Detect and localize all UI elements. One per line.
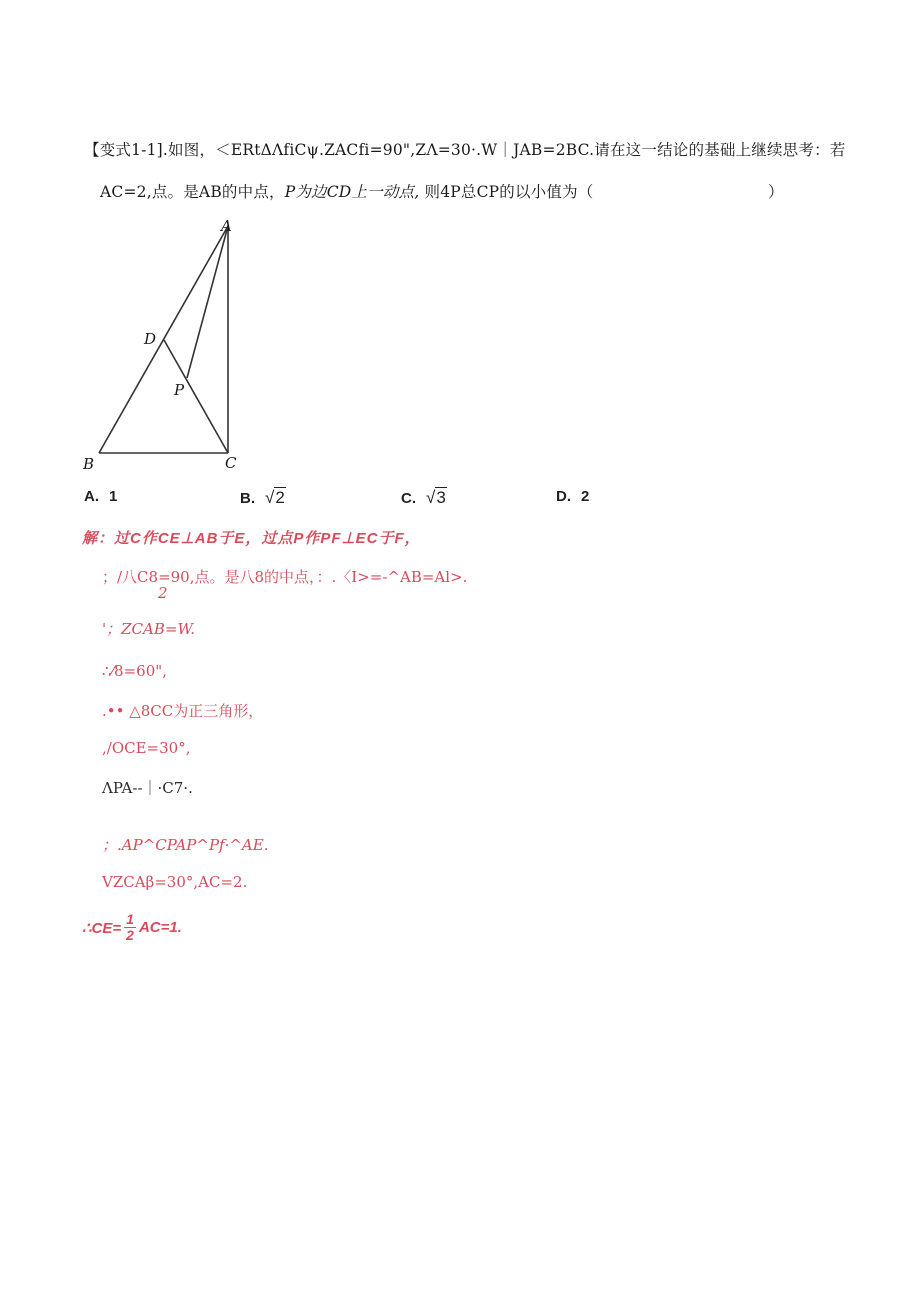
triangle-figure: [78, 212, 268, 474]
option-b-sqrt: [265, 488, 286, 508]
solution-step-6: ΛPA--｜·C7·.: [102, 779, 193, 797]
solution-step-3: ∴⁄8=60",: [102, 662, 167, 680]
option-a-letter: A.: [84, 488, 99, 505]
option-d: [556, 488, 589, 505]
option-c-letter: C.: [401, 490, 416, 507]
sqrt-symbol-c: √: [426, 488, 436, 507]
option-d-letter: D.: [556, 488, 571, 505]
solution-step-5: ,/OCE=30°,: [102, 739, 191, 757]
option-c-radicand: 3: [436, 488, 446, 507]
solution-step-7: ；.AP^CPAP^Pf·^AE.: [102, 836, 269, 854]
label-p: P: [174, 381, 185, 399]
option-c-sqrt: [426, 488, 447, 508]
sqrt-symbol-b: √: [265, 488, 275, 507]
option-a: [84, 488, 117, 505]
problem-statement-line2: [100, 180, 593, 202]
fraction-one-half: [124, 912, 136, 943]
answer-options: [84, 488, 804, 514]
option-b: [240, 488, 286, 508]
label-c: C: [225, 454, 237, 472]
solution-step-8: VZCAβ=30°,AC=2.: [102, 873, 248, 891]
fraction-numerator: 1: [126, 911, 134, 927]
problem-text-moving-point: P为边CD上一动点,: [284, 183, 420, 201]
solution-step-1-subscript: 2: [158, 584, 168, 602]
solution-step-4: .•• △8CC为正三角形，: [102, 702, 264, 720]
option-b-letter: B.: [240, 490, 255, 507]
solution-conclusion: [82, 912, 182, 943]
solution-step-2: '；ZCAB=W.: [102, 620, 196, 638]
segment-ap: [187, 226, 228, 378]
option-b-radicand: 2: [275, 488, 285, 507]
problem-text-question: 则4P总CP的以小值为（: [419, 183, 594, 201]
label-d: D: [144, 330, 157, 348]
problem-statement-line1: 【变式1-1].如图，＜ERtΔΛfiCψ.ZACfi=90",ZΛ=30·.W｜JAB=2BC.请在这一结论的基础上继续思考：若: [84, 141, 846, 159]
option-c: [401, 488, 447, 508]
answer-blank-close-paren: ）: [768, 183, 784, 201]
conclusion-suffix: AC=1.: [138, 919, 182, 936]
label-b: B: [83, 455, 95, 473]
solution-heading: 解：过C作CE⊥AB于E，过点P作PF⊥EC于F，: [82, 530, 421, 547]
label-a: A: [221, 217, 232, 235]
problem-text-given: AC=2,点。是AB的中点，: [100, 183, 285, 201]
conclusion-prefix: ∴CE=: [82, 919, 122, 937]
option-d-value: 2: [581, 488, 590, 505]
fraction-denominator: 2: [126, 927, 134, 943]
solution-step-1: ；/八C8=90,点。是八8的中点，：.〈I>=-^AB=Al>.: [102, 568, 468, 586]
option-a-value: 1: [109, 488, 118, 505]
